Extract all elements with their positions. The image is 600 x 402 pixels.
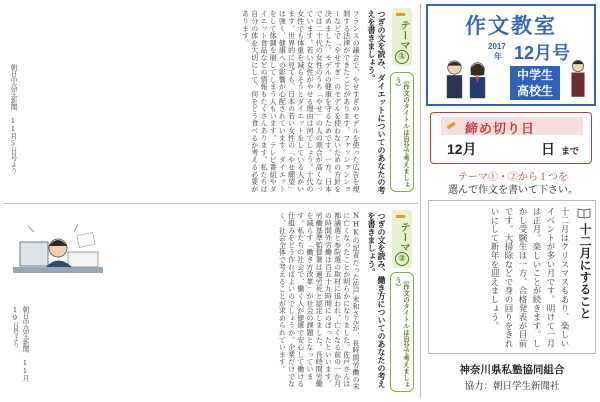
issue-year-suffix: 年	[494, 52, 502, 61]
theme1-source: 朝日中高生新聞 11月5日号より	[9, 64, 17, 174]
book-icon	[577, 207, 591, 219]
students-illustration	[436, 56, 496, 104]
theme2-tag	[392, 210, 412, 268]
theme2-tip: （作文のタイトルは自分で考えましょう）	[394, 277, 409, 388]
pencil-icon	[445, 118, 459, 132]
deadline-header	[441, 117, 583, 135]
theme1-number: ①	[395, 50, 409, 64]
teacher-illustration	[564, 56, 592, 104]
deadline-day-blank: 日	[541, 141, 555, 157]
sidebar-article-title: 十二月にすること	[578, 223, 592, 319]
theme2-tip-box	[390, 272, 414, 392]
pencil-icon	[396, 212, 408, 220]
deadline-label: 締め切り日	[465, 121, 536, 136]
theme1-prompt: つぎの文を読み、ダイエットについてのあなたの考えを書きましょう。	[367, 10, 386, 194]
theme2-source: 朝日中高生新聞 11月19日号より	[11, 306, 29, 382]
theme1-panel	[4, 4, 416, 200]
theme1-tip-box	[390, 72, 414, 192]
deadline-month: 12月	[447, 141, 477, 157]
pencil-icon	[396, 10, 408, 18]
theme1-tip: （作文のタイトルは自分で考えましょう）	[394, 77, 409, 188]
issue-year: 2017	[488, 42, 506, 51]
theme1-body: フランスの議会で、やせすぎのモデルを使った広告を規制する法律ができたことがあります。ファッションショーなどで「やせすぎ」のモデルを使わないための方針を決めました。モデルの健康を守るためです。一方、日本では二十代の女性のうち「やせ」の人の割合が高くなっています。若い女性がやせる理由は何でしょう。十代の女性でも体重を減らそうとダイエットをしている人がいます。世界的に見ても、日本の若い女性の「やせ願望」は強く、健康への影響が心配されています。ダイエットをして体調を崩してしまう人もいます。テレビ番組やダイエット食品などの情報もたくさんあります。私たちは自分の体を大切にして、何をどう食べるか考える必要があります。	[241, 10, 360, 193]
sidebar-article-body: 十二月はクリスマスもあり、楽しいイベントが多い月です。明けて一月は正月。楽しいことが続きます。しかし受験生は一方、合格発表が目前です。大掃除などで身の回りをきれいにして新年を迎えましょう。	[489, 207, 569, 348]
panel-vertical-divider	[420, 4, 421, 398]
instruction-line1: テーマ①・②から１つを	[458, 172, 568, 183]
instruction-line2: 選んで作文を書いて下さい。	[448, 185, 578, 196]
header-box	[426, 4, 596, 106]
audience-line1: 中学生	[516, 68, 553, 82]
theme1-tag	[392, 8, 412, 66]
deadline-suffix: まで	[561, 146, 580, 156]
issue-month: 12月号	[514, 43, 571, 63]
theme1-label: テーマ	[398, 20, 409, 50]
theme2-number: ②	[395, 252, 409, 266]
theme2-body: NHKの記者だった佐戸未和さんが、長時間労働の末に亡くなったことが明らかになりました。佐戸さんは都議選と参院選の取材に追われ、亡くなる前の一か月の時間外労働は百五十九時間にのぼったといいます。労働基準監督署は過労死と認定しました。長時間労働を減らす「働き方改革」が社会の課題となっています。私たちの社会で、働く人が健康で安心して働ける仕組みをどう作ればよいのでしょうか。企業だけでなく、社会全体で考えることが求められています。	[278, 212, 360, 391]
audience-badge	[510, 66, 560, 100]
credits-cooperation: 協力：朝日学生新聞社	[464, 381, 560, 392]
theme2-prompt: つぎの文を読み、働き方についてのあなたの考えを書きましょう。	[367, 212, 386, 388]
theme2-panel	[4, 206, 416, 398]
theme2-label: テーマ	[398, 222, 409, 252]
panel-divider	[4, 203, 418, 204]
deadline-box	[430, 112, 592, 164]
page-title: 作文教室	[465, 15, 557, 38]
tired-worker-illustration	[8, 212, 108, 302]
credits-organization: 神奈川県私塾協同組合	[459, 364, 565, 376]
sidebar-article	[428, 200, 596, 354]
audience-line2: 高校生	[516, 84, 553, 98]
